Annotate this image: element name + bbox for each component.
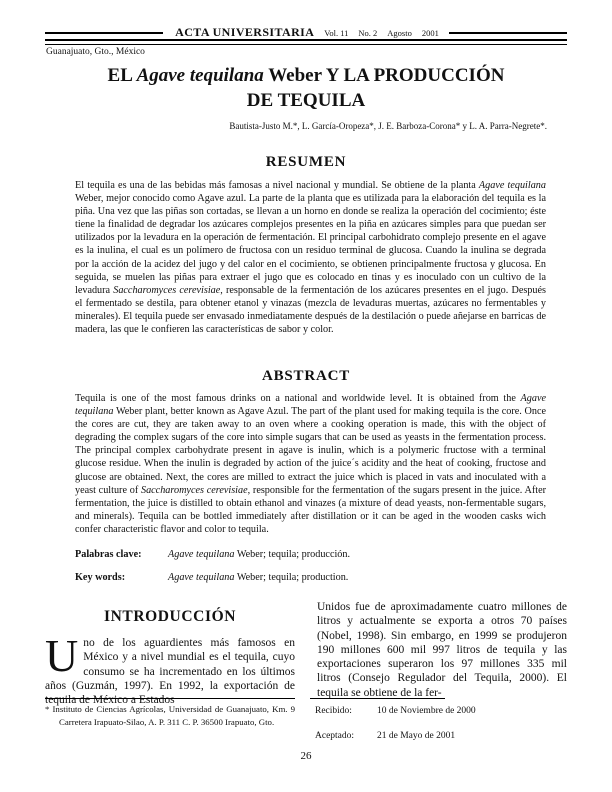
affiliation-text: * Instituto de Ciencias Agrícolas, Universidad de Guanajuato, Km. 9 Carretera Irapuato-Silao, A. P. 311 C. P. 36500 Irapuato, Gto. <box>45 704 295 727</box>
issue-year: 2001 <box>421 27 439 38</box>
key-words-value: Agave tequilana Weber; tequila; production. <box>168 572 349 583</box>
issue-volume: Vol. 11 <box>324 27 349 38</box>
palabras-clave-label: Palabras clave: <box>75 549 142 560</box>
dates-rule <box>310 698 445 699</box>
journal-title: ACTA UNIVERSITARIA <box>175 25 315 39</box>
affiliation-footnote <box>45 698 295 729</box>
issue-month: Agosto <box>387 27 412 38</box>
page-number: 26 <box>300 750 312 762</box>
paper-title: EL Agave tequilana Weber Y LA PRODUCCIÓN DE TEQUILA <box>107 65 505 111</box>
journal-header <box>45 25 567 40</box>
received-row <box>310 706 567 716</box>
introduction-left-text: no de los aguardientes más famosos en México y a nivel mundial es el tequila, cuyo consumo se ha incrementado en los últimos años (Guzmán, 1997). En 1992, la exportación de tequila de México a Estados <box>45 637 295 707</box>
introduction-paragraph-left <box>45 630 295 707</box>
journal-location: Guanajuato, Gto., México <box>46 47 145 57</box>
issue-number: No. 2 <box>358 27 378 38</box>
authors-line: Bautista-Justo M.*, L. García-Oropeza*, J. E. Barboza-Corona* y L. A. Parra-Negrete*. <box>229 121 547 131</box>
resumen-body: El tequila es una de las bebidas más famosas a nivel nacional y mundial. Se obtiene de la planta Agave tequilana Weber, mejor conocido como Agave azul. La parte de la planta que es utilizada para la elaboración del tequila es la piña. Una vez que las piñas son cortadas, se llevan a un horno en donde se realiza la operación del cocimiento; éste tiene la finalidad de degradar los azúcares complejos presentes en la piña en azúcares simples para que puedan ser utilizados por la levadura en la operación de fermentación. El principal carbohidrato complejo presente en el agave es la inulina, el cual es un polímero de fructosa con un residuo terminal de glucosa. Cuando la inulina se degrada por la acción de la acidez del jugo y del calor en el cocimiento, se obtienen principalmente fructosa y glucosa. En seguida, se muelen las piñas para extraer el jugo que es colocado en tinas y es inoculado con un cultivo de la levadura Saccharomyces cerevisiae, responsable de la fermentación de los azúcares presentes en el jugo. Después el fermentado se destila, para obtener etanol y vinazas (mezcla de levaduras muertas, azúcares no fermentables y minerales). El tequila puede ser envasado inmediatamente después de la destilación o puede añejarse en barricas de madera, las que le confieren las características de sabor y color. <box>75 180 546 336</box>
issue-info <box>324 28 439 38</box>
right-column <box>317 596 567 707</box>
left-column <box>45 596 295 707</box>
resumen-heading: RESUMEN <box>265 154 347 170</box>
introduction-columns <box>45 596 567 707</box>
keywords-section <box>75 549 546 595</box>
abstract-heading: ABSTRACT <box>261 368 351 384</box>
palabras-clave-value: Agave tequilana Weber; tequila; producción. <box>168 549 351 560</box>
accepted-label: Aceptado: <box>315 731 355 741</box>
key-words-label: Key words: <box>75 572 126 583</box>
footnote-rule <box>45 698 295 699</box>
drop-cap: U <box>45 630 79 681</box>
palabras-clave-row <box>75 549 546 560</box>
accepted-value: 21 de Mayo de 2001 <box>377 731 456 741</box>
key-words-row <box>75 572 546 583</box>
received-label: Recibido: <box>315 706 352 716</box>
header-left-rule <box>45 32 163 34</box>
accepted-row <box>310 731 567 741</box>
header-right-rule <box>449 32 567 34</box>
received-value: 10 de Noviembre de 2000 <box>377 706 476 716</box>
dates-block <box>310 698 567 756</box>
introduction-heading: INTRODUCCIÓN <box>103 608 237 625</box>
header-double-rule <box>45 39 567 45</box>
abstract-body: Tequila is one of the most famous drinks on a national and worldwide level. It is obtained from the Agave tequilana Weber plant, better known as Agave Azul. The part of the plant used for making tequila is the core. Once the cores are cut, they are taken away to an oven where a cooking operation is made, this with the object of degrading the complex sugars of the core into simple sugars that can be used as yeasts in the fermentation process. The principal complex carbohydrate present in agave is inulin, which is a polymeric fructose with a terminal glucose residue. When the inulin is degraded by action of the juice´s acidity and the heat of cooking, fructose and glucose are obtained. Next, the cores are milled to extract the juice which is placed in vats and inoculated with a yeast culture of Saccharomyces cerevisiae, responsible for the fermentation of the sugars present in the juice. After fermentation, the juice is distilled to obtain ethanol and vinazes (a mixture of dead yeasts, non-fermentable sugars, and minerals). Tequila can be bottled immediately after distillation or it can be aged in the wooden casks wich confer characteristic flavor and color to tequila. <box>75 393 546 535</box>
introduction-paragraph-right: Unidos fue de aproximadamente cuatro millones de litros y actualmente se exporta a otros 70 países (Nobel, 1998). Sin embargo, en 1999 se produjeron 190 millones 600 mil 997 litros de tequila y las exportaciones superaron los 97 millones 335 mil litros (Consejo Regulador del Tequila, 2000). El tequila se obtiene de la fer- <box>317 601 567 699</box>
